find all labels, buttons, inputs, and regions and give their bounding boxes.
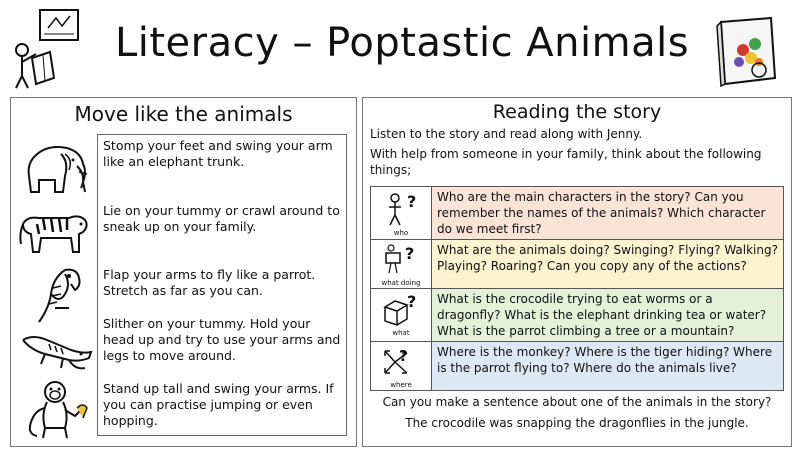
sentence-prompt: Can you make a sentence about one of the animals in the story?: [382, 395, 772, 409]
question-row-what-doing: [371, 240, 784, 289]
symbol-label-what-doing: what doing: [381, 279, 421, 287]
what-doing-icon: [381, 243, 421, 277]
page-title: Literacy – Poptastic Animals: [114, 20, 690, 66]
parrot-instruction: Flap your arms to fly like a parrot. Stretch as far as you can.: [103, 267, 316, 298]
reading-story-panel: [362, 97, 792, 447]
monkey-icon: [25, 378, 91, 442]
parrot-icon: [31, 264, 89, 326]
questions-table: [370, 186, 784, 391]
question-text-what-doing: What are the animals doing? Swinging? Flying? Walking? Playing? Roaring? Can you copy any of the actions?: [432, 240, 784, 289]
intro-text-1: Listen to the story and read along with Jenny.: [370, 127, 643, 141]
question-row-who: [371, 187, 784, 240]
question-text-what: What is the crocodile trying to eat worms or a dragonfly? What is the elephant drinking tea or water? What is the parrot climbing a tree or a mountain?: [432, 289, 784, 342]
svg-text:?: ?: [407, 192, 417, 211]
svg-text:?: ?: [399, 347, 408, 365]
svg-text:?: ?: [405, 244, 415, 263]
move-panel-title: Move like the animals: [74, 102, 293, 126]
intro-text-2: With help from someone in your family, think about the following things;: [370, 147, 762, 177]
elephant-instruction: Stomp your feet and swing your arm like an elephant trunk.: [103, 138, 333, 169]
elephant-icon: [21, 142, 91, 196]
question-row-where: [371, 342, 784, 391]
where-icon: [381, 345, 421, 379]
what-icon: [381, 293, 421, 327]
who-icon: [381, 191, 421, 227]
example-sentence: The crocodile was snapping the dragonflies in the jungle.: [405, 416, 749, 430]
crocodile-instruction: Slither on your tummy. Hold your head up and try to use your arms and legs to move around.: [103, 316, 341, 363]
symbol-label-who: who: [393, 229, 409, 237]
book-icon: [713, 16, 781, 88]
monkey-instruction: Stand up tall and swing your arms. If you can practise jumping or even hopping.: [103, 381, 334, 428]
tiger-icon: [17, 204, 91, 256]
question-row-what: [371, 289, 784, 342]
symbol-label-where: where: [390, 381, 412, 389]
move-like-animals-panel: [10, 97, 357, 447]
svg-text:?: ?: [407, 293, 417, 311]
reading-panel-title: Reading the story: [492, 101, 662, 123]
tiger-instruction: Lie on your tummy or crawl around to sneak up on your family.: [103, 203, 340, 234]
question-text-where: Where is the monkey? Where is the tiger hiding? Where is the parrot flying to? Where do the animals live?: [432, 342, 784, 391]
symbol-label-what: what: [392, 329, 410, 337]
crocodile-icon: [19, 330, 95, 374]
question-text-who: Who are the main characters in the story? Can you remember the names of the animals? Which character do we meet first?: [432, 187, 784, 240]
